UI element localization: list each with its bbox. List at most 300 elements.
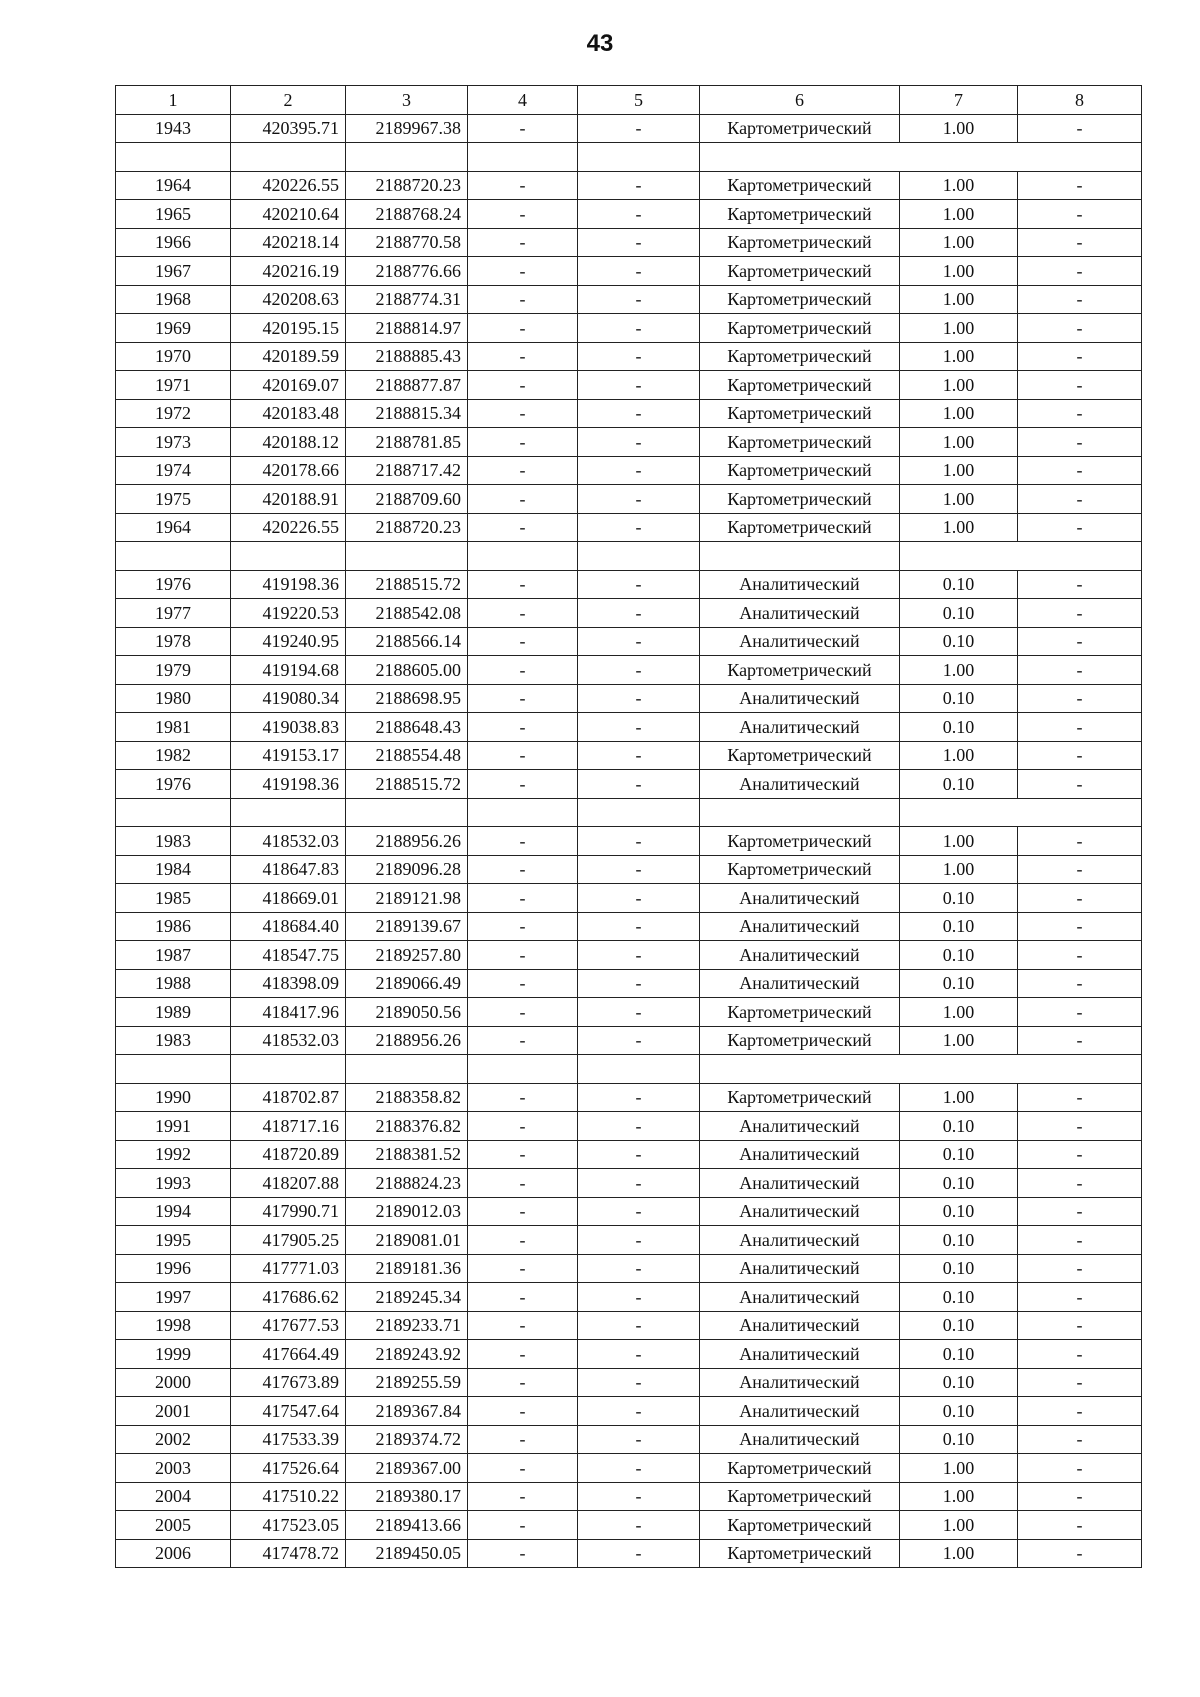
table-cell: 1983 xyxy=(116,1026,231,1055)
table-cell: 0.10 xyxy=(900,1425,1018,1454)
table-cell: - xyxy=(468,741,578,770)
table-cell: - xyxy=(1018,1482,1142,1511)
empty-cell xyxy=(116,1055,231,1084)
table-cell: - xyxy=(578,456,700,485)
table-cell: - xyxy=(578,1083,700,1112)
table-cell: - xyxy=(468,257,578,286)
table-cell: - xyxy=(578,371,700,400)
table-cell: 2000 xyxy=(116,1368,231,1397)
table-row xyxy=(116,684,1142,713)
table-cell: 1973 xyxy=(116,428,231,457)
table-cell: - xyxy=(468,1539,578,1568)
table-cell: 1.00 xyxy=(900,1026,1018,1055)
table-cell: - xyxy=(1018,684,1142,713)
table-cell: - xyxy=(468,1226,578,1255)
table-row xyxy=(116,371,1142,400)
table-cell: - xyxy=(578,1539,700,1568)
table-cell: - xyxy=(578,941,700,970)
table-cell: 2188776.66 xyxy=(346,257,468,286)
table-cell: - xyxy=(578,1340,700,1369)
table-cell: 2003 xyxy=(116,1454,231,1483)
table-cell: 2188566.14 xyxy=(346,627,468,656)
table-cell: 1992 xyxy=(116,1140,231,1169)
table-cell: - xyxy=(468,314,578,343)
table-cell: - xyxy=(578,570,700,599)
table-cell: 1971 xyxy=(116,371,231,400)
table-cell: Аналитический xyxy=(700,969,900,998)
table-row xyxy=(116,114,1142,143)
table-cell: Картометрический xyxy=(700,1083,900,1112)
table-cell: 1.00 xyxy=(900,513,1018,542)
table-cell: - xyxy=(1018,342,1142,371)
table-cell: Аналитический xyxy=(700,1283,900,1312)
table-cell: Картометрический xyxy=(700,371,900,400)
table-row xyxy=(116,456,1142,485)
table-cell: 1976 xyxy=(116,570,231,599)
table-cell: - xyxy=(1018,171,1142,200)
empty-cell xyxy=(700,143,1142,172)
table-cell: 419153.17 xyxy=(231,741,346,770)
table-cell: - xyxy=(578,1283,700,1312)
table-cell: 418532.03 xyxy=(231,827,346,856)
table-cell: 2189121.98 xyxy=(346,884,468,913)
table-cell: - xyxy=(1018,200,1142,229)
table-cell: Картометрический xyxy=(700,741,900,770)
table-cell: 2188605.00 xyxy=(346,656,468,685)
table-cell: 418417.96 xyxy=(231,998,346,1027)
table-cell: Картометрический xyxy=(700,1026,900,1055)
table-cell: 1984 xyxy=(116,855,231,884)
table-cell: 2188814.97 xyxy=(346,314,468,343)
table-cell: Картометрический xyxy=(700,114,900,143)
table-cell: - xyxy=(468,1397,578,1426)
table-cell: - xyxy=(1018,314,1142,343)
table-cell: - xyxy=(468,1169,578,1198)
table-cell: - xyxy=(578,228,700,257)
table-cell: Аналитический xyxy=(700,1112,900,1141)
table-cell: 1.00 xyxy=(900,257,1018,286)
table-cell: 0.10 xyxy=(900,969,1018,998)
table-cell: 1999 xyxy=(116,1340,231,1369)
table-cell: 2188709.60 xyxy=(346,485,468,514)
table-cell: Аналитический xyxy=(700,1340,900,1369)
table-cell: - xyxy=(578,855,700,884)
table-cell: Аналитический xyxy=(700,1397,900,1426)
table-row xyxy=(116,513,1142,542)
table-cell: 2188770.58 xyxy=(346,228,468,257)
table-cell: 1970 xyxy=(116,342,231,371)
table-cell: 2189413.66 xyxy=(346,1511,468,1540)
table-cell: 1982 xyxy=(116,741,231,770)
empty-cell xyxy=(578,143,700,172)
table-cell: 1988 xyxy=(116,969,231,998)
table-cell: 1.00 xyxy=(900,1511,1018,1540)
table-cell: 0.10 xyxy=(900,713,1018,742)
table-cell: - xyxy=(1018,1454,1142,1483)
table-cell: - xyxy=(468,456,578,485)
table-cell: - xyxy=(468,1254,578,1283)
table-cell: - xyxy=(578,627,700,656)
table-cell: 419194.68 xyxy=(231,656,346,685)
table-cell: 0.10 xyxy=(900,884,1018,913)
table-cell: 1.00 xyxy=(900,371,1018,400)
table-row xyxy=(116,1368,1142,1397)
table-cell: 2189243.92 xyxy=(346,1340,468,1369)
empty-cell xyxy=(468,1055,578,1084)
table-cell: Аналитический xyxy=(700,570,900,599)
table-cell: 420195.15 xyxy=(231,314,346,343)
table-cell: 417664.49 xyxy=(231,1340,346,1369)
table-cell: 1.00 xyxy=(900,998,1018,1027)
table-cell: - xyxy=(578,1397,700,1426)
table-cell: 1980 xyxy=(116,684,231,713)
table-cell: - xyxy=(1018,770,1142,799)
table-row xyxy=(116,1397,1142,1426)
table-cell: 2188381.52 xyxy=(346,1140,468,1169)
table-cell: - xyxy=(468,342,578,371)
table-cell: 1.00 xyxy=(900,342,1018,371)
table-cell: 2188515.72 xyxy=(346,770,468,799)
table-cell: - xyxy=(468,1511,578,1540)
table-cell: 2188885.43 xyxy=(346,342,468,371)
table-row xyxy=(116,1226,1142,1255)
table-cell: - xyxy=(578,827,700,856)
empty-cell xyxy=(231,542,346,571)
table-cell: - xyxy=(578,1482,700,1511)
table-cell: - xyxy=(1018,884,1142,913)
table-cell: 1967 xyxy=(116,257,231,286)
table-cell: 1.00 xyxy=(900,485,1018,514)
table-cell: 1.00 xyxy=(900,1454,1018,1483)
table-cell: - xyxy=(1018,1283,1142,1312)
table-cell: 1.00 xyxy=(900,114,1018,143)
empty-cell xyxy=(468,542,578,571)
table-cell: 1964 xyxy=(116,513,231,542)
empty-cell xyxy=(578,1055,700,1084)
empty-cell xyxy=(468,143,578,172)
empty-cell xyxy=(900,542,1142,571)
table-cell: 2188376.82 xyxy=(346,1112,468,1141)
table-cell: 420216.19 xyxy=(231,257,346,286)
table-cell: - xyxy=(468,770,578,799)
table-row xyxy=(116,713,1142,742)
coordinates-table xyxy=(115,85,1142,1568)
table-cell: 1994 xyxy=(116,1197,231,1226)
table-cell: Картометрический xyxy=(700,228,900,257)
table-cell: 418684.40 xyxy=(231,912,346,941)
table-cell: - xyxy=(578,684,700,713)
table-cell: - xyxy=(1018,1112,1142,1141)
table-cell: Аналитический xyxy=(700,1425,900,1454)
table-cell: Картометрический xyxy=(700,485,900,514)
table-cell: Картометрический xyxy=(700,1454,900,1483)
table-cell: 417510.22 xyxy=(231,1482,346,1511)
table-row xyxy=(116,1026,1142,1055)
table-row xyxy=(116,228,1142,257)
table-cell: - xyxy=(1018,1368,1142,1397)
table-cell: 0.10 xyxy=(900,1254,1018,1283)
table-cell: 1.00 xyxy=(900,1482,1018,1511)
table-cell: Картометрический xyxy=(700,656,900,685)
table-cell: - xyxy=(578,399,700,428)
table-cell: - xyxy=(578,1140,700,1169)
table-cell: 1.00 xyxy=(900,171,1018,200)
table-cell: - xyxy=(578,656,700,685)
table-cell: 420169.07 xyxy=(231,371,346,400)
empty-cell xyxy=(116,542,231,571)
table-cell: 2188956.26 xyxy=(346,1026,468,1055)
table-cell: - xyxy=(578,770,700,799)
table-cell: 0.10 xyxy=(900,1112,1018,1141)
separator-row xyxy=(116,798,1142,827)
table-cell: - xyxy=(1018,228,1142,257)
table-cell: - xyxy=(578,1368,700,1397)
column-header: 3 xyxy=(346,86,468,115)
table-cell: Картометрический xyxy=(700,171,900,200)
table-cell: 2189050.56 xyxy=(346,998,468,1027)
table-cell: - xyxy=(1018,1539,1142,1568)
table-cell: - xyxy=(1018,998,1142,1027)
table-cell: 420226.55 xyxy=(231,171,346,200)
table-cell: 2189096.28 xyxy=(346,855,468,884)
empty-cell xyxy=(231,143,346,172)
table-row xyxy=(116,1083,1142,1112)
table-cell: Аналитический xyxy=(700,1226,900,1255)
table-cell: Картометрический xyxy=(700,428,900,457)
table-cell: 418547.75 xyxy=(231,941,346,970)
table-cell: - xyxy=(1018,114,1142,143)
empty-cell xyxy=(700,542,900,571)
table-cell: 0.10 xyxy=(900,941,1018,970)
table-cell: 420188.12 xyxy=(231,428,346,457)
table-cell: 419038.83 xyxy=(231,713,346,742)
table-row xyxy=(116,827,1142,856)
table-cell: Картометрический xyxy=(700,342,900,371)
table-row xyxy=(116,855,1142,884)
table-cell: - xyxy=(468,998,578,1027)
table-cell: 1.00 xyxy=(900,314,1018,343)
table-cell: - xyxy=(1018,599,1142,628)
table-cell: 1993 xyxy=(116,1169,231,1198)
empty-cell xyxy=(231,1055,346,1084)
empty-cell xyxy=(346,798,468,827)
table-cell: - xyxy=(468,1425,578,1454)
table-cell: - xyxy=(468,399,578,428)
table-cell: Аналитический xyxy=(700,1368,900,1397)
table-cell: - xyxy=(468,570,578,599)
table-row xyxy=(116,570,1142,599)
table-cell: - xyxy=(578,969,700,998)
table-cell: - xyxy=(1018,1340,1142,1369)
table-cell: Аналитический xyxy=(700,627,900,656)
table-cell: Аналитический xyxy=(700,1169,900,1198)
table-cell: 2188768.24 xyxy=(346,200,468,229)
table-cell: 420226.55 xyxy=(231,513,346,542)
table-cell: 0.10 xyxy=(900,627,1018,656)
table-cell: - xyxy=(1018,1226,1142,1255)
table-cell: 0.10 xyxy=(900,599,1018,628)
table-cell: - xyxy=(1018,941,1142,970)
table-cell: 2189081.01 xyxy=(346,1226,468,1255)
table-cell: - xyxy=(578,1226,700,1255)
table-cell: 420218.14 xyxy=(231,228,346,257)
table-cell: - xyxy=(468,1311,578,1340)
table-cell: 417547.64 xyxy=(231,1397,346,1426)
table-cell: 419240.95 xyxy=(231,627,346,656)
table-cell: 1.00 xyxy=(900,827,1018,856)
table-cell: 1943 xyxy=(116,114,231,143)
table-cell: - xyxy=(468,200,578,229)
table-cell: - xyxy=(578,485,700,514)
table-cell: 2188554.48 xyxy=(346,741,468,770)
table-cell: 1.00 xyxy=(900,200,1018,229)
table-cell: 2188815.34 xyxy=(346,399,468,428)
table-cell: - xyxy=(468,855,578,884)
table-cell: - xyxy=(1018,570,1142,599)
table-cell: 1.00 xyxy=(900,1083,1018,1112)
empty-cell xyxy=(346,1055,468,1084)
table-cell: 418669.01 xyxy=(231,884,346,913)
table-cell: Картометрический xyxy=(700,1482,900,1511)
table-cell: 417771.03 xyxy=(231,1254,346,1283)
table-cell: - xyxy=(468,1368,578,1397)
table-cell: Картометрический xyxy=(700,1511,900,1540)
table-cell: Картометрический xyxy=(700,827,900,856)
column-header: 1 xyxy=(116,86,231,115)
table-cell: 2189255.59 xyxy=(346,1368,468,1397)
table-cell: - xyxy=(578,1169,700,1198)
table-cell: - xyxy=(468,485,578,514)
table-cell: 2189181.36 xyxy=(346,1254,468,1283)
table-cell: - xyxy=(468,627,578,656)
table-cell: - xyxy=(1018,1425,1142,1454)
table-cell: 1964 xyxy=(116,171,231,200)
table-cell: 2189967.38 xyxy=(346,114,468,143)
table-cell: 1979 xyxy=(116,656,231,685)
table-cell: - xyxy=(1018,1197,1142,1226)
table-cell: 1991 xyxy=(116,1112,231,1141)
table-row xyxy=(116,428,1142,457)
table-cell: - xyxy=(1018,428,1142,457)
table-cell: - xyxy=(468,1482,578,1511)
table-cell: - xyxy=(468,1197,578,1226)
table-cell: - xyxy=(1018,456,1142,485)
table-row xyxy=(116,599,1142,628)
table-row xyxy=(116,257,1142,286)
table-cell: - xyxy=(578,1026,700,1055)
table-row xyxy=(116,1112,1142,1141)
table-row xyxy=(116,1340,1142,1369)
table-cell: 1981 xyxy=(116,713,231,742)
table-row xyxy=(116,998,1142,1027)
table-cell: 2002 xyxy=(116,1425,231,1454)
table-cell: - xyxy=(468,1140,578,1169)
table-cell: 420178.66 xyxy=(231,456,346,485)
table-row xyxy=(116,1482,1142,1511)
table-cell: - xyxy=(1018,627,1142,656)
table-cell: 420189.59 xyxy=(231,342,346,371)
table-cell: - xyxy=(468,114,578,143)
empty-cell xyxy=(468,798,578,827)
table-row xyxy=(116,1283,1142,1312)
table-cell: Аналитический xyxy=(700,770,900,799)
column-header: 4 xyxy=(468,86,578,115)
table-cell: 2188824.23 xyxy=(346,1169,468,1198)
table-cell: - xyxy=(578,884,700,913)
table-cell: 2189139.67 xyxy=(346,912,468,941)
table-cell: 2188720.23 xyxy=(346,513,468,542)
table-cell: 0.10 xyxy=(900,1397,1018,1426)
table-cell: Аналитический xyxy=(700,1254,900,1283)
table-cell: - xyxy=(1018,656,1142,685)
table-cell: 1975 xyxy=(116,485,231,514)
table-cell: 2004 xyxy=(116,1482,231,1511)
table-row xyxy=(116,1511,1142,1540)
table-cell: Аналитический xyxy=(700,912,900,941)
table-row xyxy=(116,969,1142,998)
table-row xyxy=(116,741,1142,770)
table-cell: 420210.64 xyxy=(231,200,346,229)
table-cell: Аналитический xyxy=(700,941,900,970)
empty-cell xyxy=(700,1055,1142,1084)
table-cell: 417686.62 xyxy=(231,1283,346,1312)
table-cell: - xyxy=(468,371,578,400)
table-cell: 420208.63 xyxy=(231,285,346,314)
table-cell: 1987 xyxy=(116,941,231,970)
table-cell: Картометрический xyxy=(700,513,900,542)
table-cell: - xyxy=(468,941,578,970)
header-row xyxy=(116,86,1142,115)
table-cell: Картометрический xyxy=(700,257,900,286)
table-cell: - xyxy=(468,513,578,542)
table-cell: 1976 xyxy=(116,770,231,799)
table-cell: 1985 xyxy=(116,884,231,913)
table-cell: 1990 xyxy=(116,1083,231,1112)
table-cell: - xyxy=(468,1454,578,1483)
table-cell: 1974 xyxy=(116,456,231,485)
table-cell: 0.10 xyxy=(900,1140,1018,1169)
table-cell: 2189245.34 xyxy=(346,1283,468,1312)
table-cell: 2188648.43 xyxy=(346,713,468,742)
separator-row xyxy=(116,143,1142,172)
table-cell: - xyxy=(1018,1026,1142,1055)
table-cell: 0.10 xyxy=(900,1197,1018,1226)
table-cell: - xyxy=(468,713,578,742)
table-cell: - xyxy=(468,428,578,457)
table-cell: 1983 xyxy=(116,827,231,856)
table-cell: 417526.64 xyxy=(231,1454,346,1483)
table-cell: - xyxy=(578,200,700,229)
column-header: 6 xyxy=(700,86,900,115)
table-cell: - xyxy=(1018,1511,1142,1540)
table-cell: - xyxy=(468,969,578,998)
table-cell: 2188781.85 xyxy=(346,428,468,457)
table-cell: 418702.87 xyxy=(231,1083,346,1112)
table-cell: - xyxy=(468,1026,578,1055)
table-cell: 1968 xyxy=(116,285,231,314)
table-cell: 420188.91 xyxy=(231,485,346,514)
table-cell: 419220.53 xyxy=(231,599,346,628)
table-cell: 2188956.26 xyxy=(346,827,468,856)
table-row xyxy=(116,1140,1142,1169)
table-cell: - xyxy=(1018,912,1142,941)
table-cell: 1986 xyxy=(116,912,231,941)
table-cell: 419198.36 xyxy=(231,770,346,799)
table-cell: - xyxy=(578,713,700,742)
table-cell: - xyxy=(578,1112,700,1141)
table-cell: 0.10 xyxy=(900,684,1018,713)
table-cell: 2189257.80 xyxy=(346,941,468,970)
